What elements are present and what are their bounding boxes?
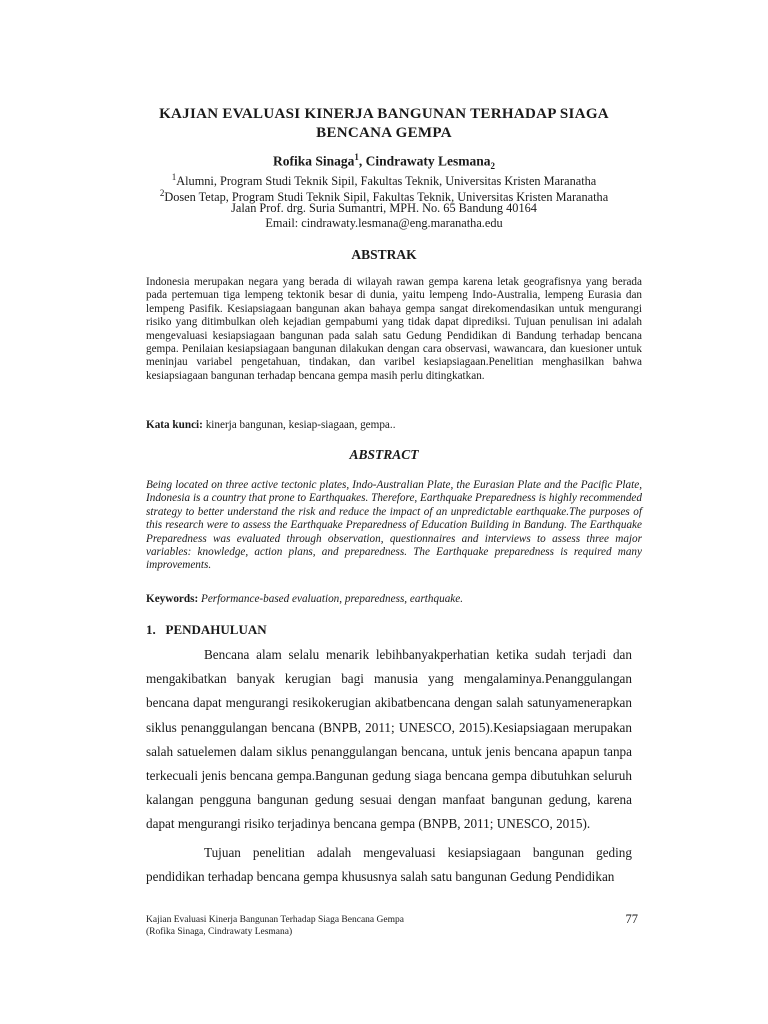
- body-paragraph-2: Tujuan penelitian adalah mengevaluasi kesiapsiagaan bangunan geding pendidikan terhadap bencana gempa khususnya salah satu bangunan Gedung Pendidikan: [146, 844, 632, 884]
- author-1-name: Rofika Sinaga: [272, 153, 355, 169]
- title-line-1: KAJIAN EVALUASI KINERJA BANGUNAN TERHADAP SIAGA: [159, 106, 609, 122]
- footer-authors: (Rofika Sinaga, Cindrawaty Lesmana): [146, 927, 293, 937]
- affiliation-1-mark: 1: [171, 172, 177, 182]
- kata-kunci-label: Kata kunci:: [146, 419, 203, 431]
- paper-title: [120, 105, 648, 143]
- abstrak-text: Indonesia merupakan negara yang berada di wilayah rawan gempa karena letak geografisnya yang berada pada pertemuan tiga lempeng tektonik besar di dunia, yaitu lempeng Indo-Australia, lempeng Eurasia dan lempeng Pasifik. Kesiapsiagaan bangunan akan bahaya gempa sangat direkomendasikan untuk mengurangi risiko yang ditimbulkan oleh kejadian gempabumi yang tidak dapat diprediksi. Tujuan penulisan ini adalah mengevaluasi kesiapsiagaan bangunan pada salah satu Gedung Pendidikan di Bandung terhadap bencana gempa. Penilaian kesiapsiagaan bangunan dilakukan dengan cara observasi, wawancara, dan kuesioner untuk meninjau variabel pengetahuan, tindakan, dan varibel kesiapsiagaan.Penelitian menghasilkan bahwa kesiapsiagaan bangunan terhadap bencana gempa masih perlu ditingkatkan.: [146, 276, 642, 382]
- kata-kunci-value: kinerja bangunan, kesiap-siagaan, gempa..: [202, 419, 396, 431]
- affiliation-2-mark: 2: [159, 188, 165, 198]
- footer-title: Kajian Evaluasi Kinerja Bangunan Terhadap Siaga Bencana Gempa: [146, 915, 404, 925]
- abstract-heading: ABSTRACT: [349, 447, 419, 462]
- page-number: 77: [625, 912, 638, 926]
- keywords-value: Performance-based evaluation, preparedness, earthquake.: [198, 593, 464, 605]
- body-paragraph-1: Bencana alam selalu menarik lebihbanyakperhatian ketika sudah terjadi dan mengakibatkan banyak kerugian bagi manusia yang mengalaminya.Penanggulangan bencana dapat mengurangi resikokerugian akibatbencana dengan salah satunyamenerapkan siklus penanggulangan bencana (BNPB, 2011; UNESCO, 2015).Kesiapsiagaan merupakan salah satuelemen dalam siklus penanggulangan bencana, untuk jenis bencana apapun tanpa terkecuali jenis bencana gempa.Bangunan gedung siaga bencana gempa dibutuhkan seluruh kalangan pengguna bangunan gedung sesuai dengan manfaat bangunan gedung, karena dapat mengurangi risiko terjadinya bencana gempa (BNPB, 2011; UNESCO, 2015).: [146, 647, 632, 832]
- author-2-name: Cindrawaty Lesmana: [365, 153, 491, 169]
- author-separator: ,: [358, 153, 366, 169]
- affiliation-address: Jalan Prof. drg. Suria Sumantri, MPH. No. 65 Bandung 40164: [231, 201, 537, 215]
- author-1-mark: 1: [354, 152, 359, 162]
- author-list: [120, 152, 648, 171]
- author-email: Email: cindrawaty.lesmana@eng.maranatha.edu: [265, 216, 503, 230]
- title-line-2: BENCANA GEMPA: [316, 125, 452, 141]
- keywords: [146, 593, 642, 605]
- abstract-text: Being located on three active tectonic plates, Indo-Australian Plate, the Eurasian Plate and the Pacific Plate, Indonesia is a country that prone to Earthquakes. Therefore, Earthquake Preparedness is highly recommended strategy to better understand the risk and reduce the impact of an unpredictable earthquake.The purposes of this research were to assess the Earthquake Preparedness of Education Building in Bandung. The Earthquake Preparedness was evaluated through observation, questionnaires and interviews to assess three major variables: knowledge, action plans, and preparedness. The Earthquake preparedness is required many improvements.: [146, 479, 642, 572]
- author-2-mark: 2: [490, 161, 496, 172]
- keywords-label: Keywords:: [146, 593, 199, 605]
- abstrak-heading: ABSTRAK: [351, 247, 417, 262]
- section-body: [146, 643, 632, 889]
- affiliation-2-text: Dosen Tetap, Program Studi Teknik Sipil, Fakultas Teknik, Universitas Kristen Maranatha: [164, 190, 609, 205]
- kata-kunci: [146, 419, 642, 431]
- section-heading-pendahuluan: 1. PENDAHULUAN: [146, 622, 267, 637]
- affiliation-1-text: Alumni, Program Studi Teknik Sipil, Fakultas Teknik, Universitas Kristen Maranatha: [176, 174, 597, 189]
- page-footer: [146, 914, 404, 938]
